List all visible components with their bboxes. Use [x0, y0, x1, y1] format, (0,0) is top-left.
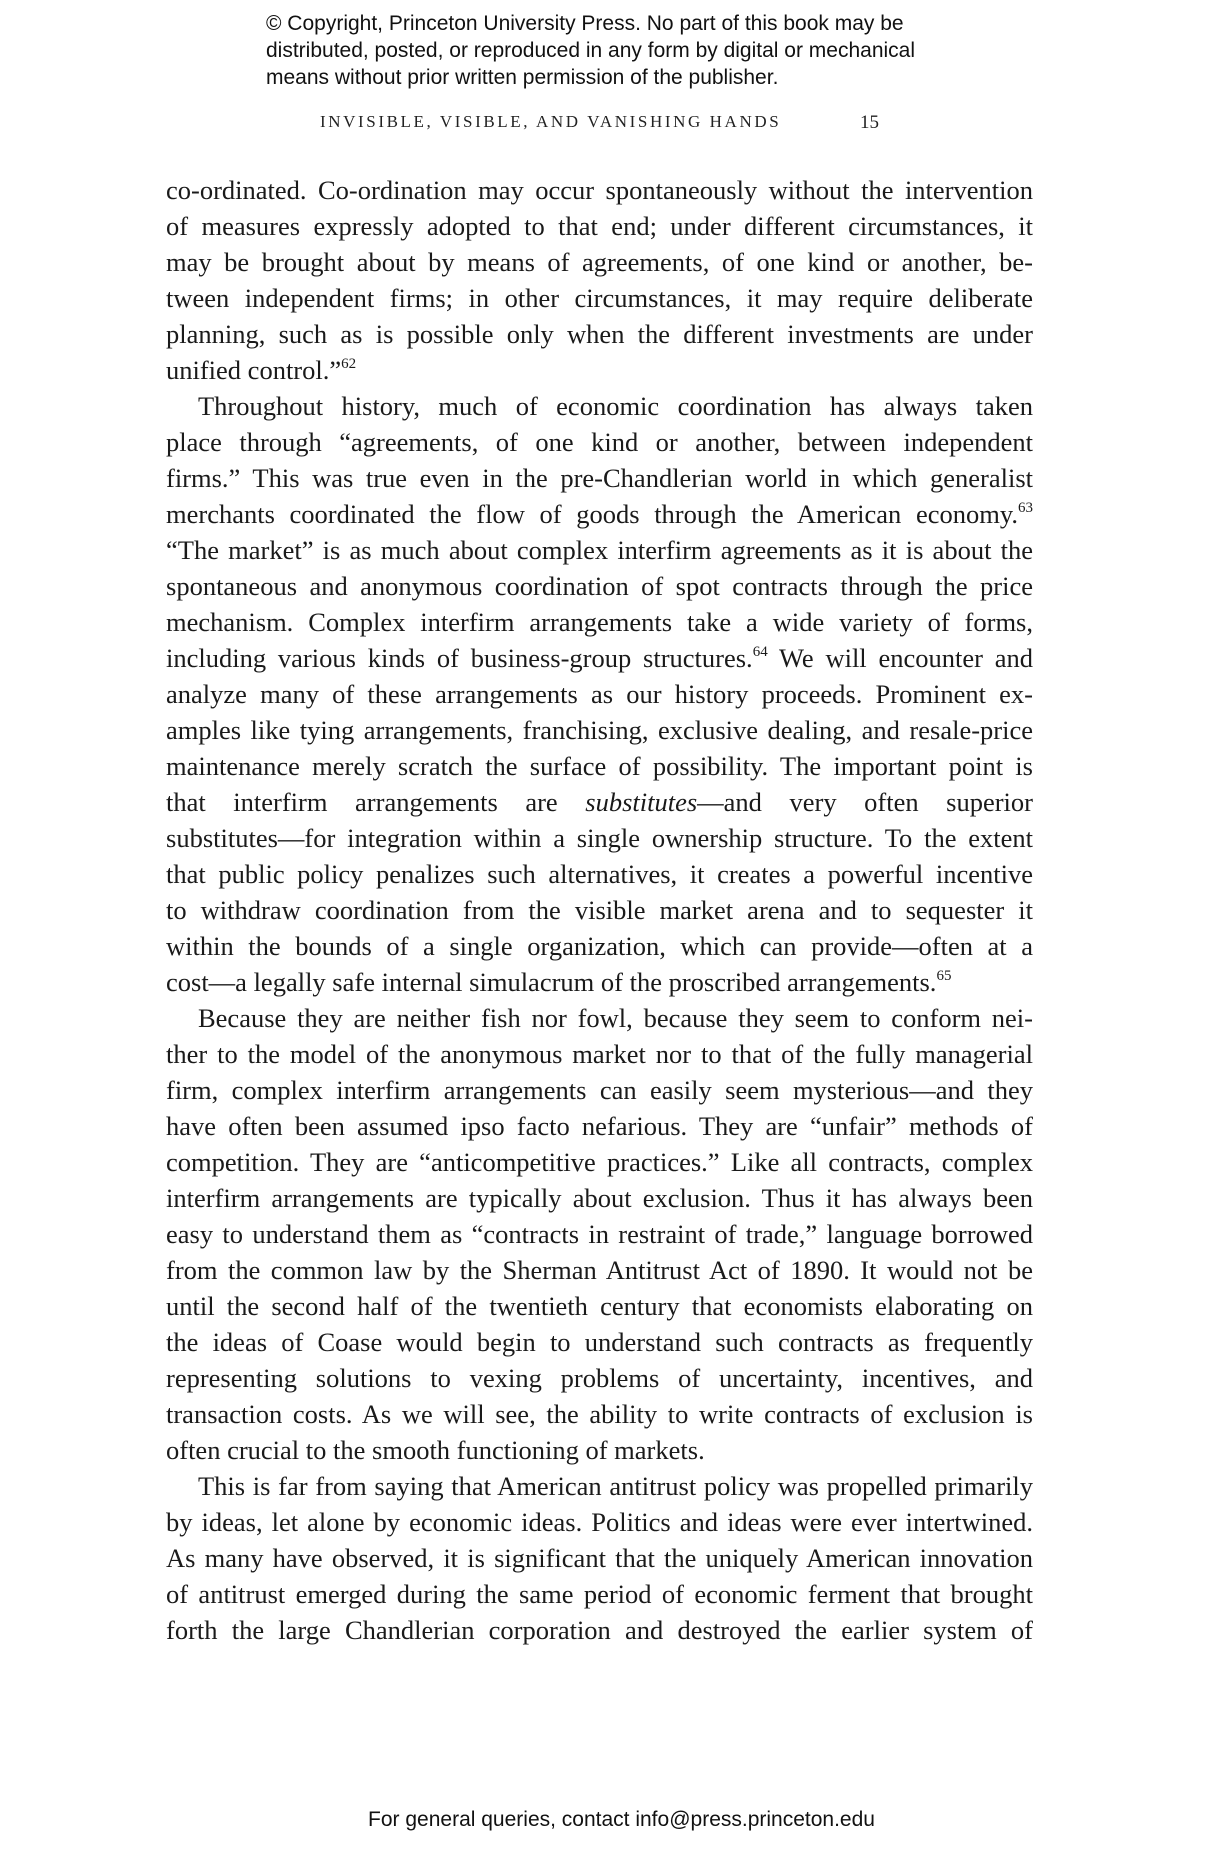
text-line: [166, 460, 1033, 496]
line-text: firms.” This was true even in the pre-Chandlerian world in which generalist: [166, 463, 1033, 493]
line-text: planning, such as is possible only when the different investments are under: [166, 319, 1033, 349]
line-text: place through “agreements, of one kind or another, between independent: [166, 427, 1033, 457]
text-line: [166, 1324, 1033, 1360]
line-text: mechanism. Complex interfirm arrangements take a wide variety of forms,: [166, 607, 1033, 637]
line-text: spontaneous and anonymous coordination of spot contracts through the price: [166, 571, 1033, 601]
text-line: [166, 1288, 1033, 1324]
text-line: [166, 424, 1033, 460]
text-line: [166, 280, 1033, 316]
line-text: interfirm arrangements are typically about exclusion. Thus it has always been: [166, 1183, 1033, 1213]
line-text: including various kinds of business-group structures.: [166, 643, 753, 673]
text-line: [166, 604, 1033, 640]
line-text: the ideas of Coase would begin to understand such contracts as frequently: [166, 1327, 1033, 1357]
line-text: of measures expressly adopted to that end; under different circumstances, it: [166, 211, 1033, 241]
line-text: Throughout history, much of economic coordination has always taken: [198, 391, 1033, 421]
text-line: [166, 676, 1033, 712]
line-text: until the second half of the twentieth century that economists elaborating on: [166, 1291, 1033, 1321]
text-line: [166, 1144, 1033, 1180]
copyright-line: © Copyright, Princeton University Press. No part of this book may be: [266, 12, 904, 35]
line-text: substitutes—for integration within a single ownership structure. To the extent: [166, 823, 1033, 853]
page-number: 15: [860, 112, 879, 133]
line-text: tween independent firms; in other circumstances, it may require deliberate: [166, 283, 1033, 313]
footnote-ref-62[interactable]: 62: [341, 356, 357, 372]
copyright-line: means without prior written permission of the publisher.: [266, 66, 779, 89]
line-text: co-ordinated. Co-ordination may occur spontaneously without the intervention: [166, 175, 1033, 205]
text-line: [166, 1360, 1033, 1396]
copyright-notice: [266, 10, 1026, 91]
text-line: [166, 172, 1033, 208]
text-line: [166, 748, 1033, 784]
line-text: representing solutions to vexing problems of uncertainty, incentives, and: [166, 1363, 1033, 1393]
line-text: Because they are neither fish nor fowl, because they seem to conform nei-: [198, 1003, 1033, 1033]
line-text: amples like tying arrangements, franchising, exclusive dealing, and resale-price: [166, 715, 1033, 745]
text-line: [166, 1000, 1033, 1036]
line-text: have often been assumed ipso facto nefarious. They are “unfair” methods of: [166, 1111, 1033, 1141]
text-line: [166, 568, 1033, 604]
text-line: [166, 1576, 1033, 1612]
text-line: [166, 1612, 1033, 1648]
line-text: We will encounter and: [767, 643, 1033, 673]
copyright-line: distributed, posted, or reproduced in any form by digital or mechanical: [266, 39, 916, 62]
text-line: [166, 244, 1033, 280]
text-line: [166, 928, 1033, 964]
text-line: [166, 208, 1033, 244]
running-head: [320, 112, 880, 132]
text-line: [166, 1036, 1033, 1072]
text-line: [166, 1396, 1033, 1432]
text-line: [166, 1504, 1033, 1540]
footnote-ref-64[interactable]: 64: [752, 644, 768, 660]
text-line: [166, 820, 1033, 856]
footnote-ref-65[interactable]: 65: [936, 968, 952, 984]
line-text: often crucial to the smooth functioning of markets.: [166, 1435, 705, 1465]
line-text: analyze many of these arrangements as our history proceeds. Prominent ex-: [166, 679, 1033, 709]
line-text: by ideas, let alone by economic ideas. Politics and ideas were ever intertwined.: [166, 1507, 1033, 1537]
text-line: [166, 388, 1033, 424]
line-text: forth the large Chandlerian corporation and destroyed the earlier system of: [166, 1615, 1033, 1645]
text-line: [166, 496, 1033, 532]
text-line: [166, 1072, 1033, 1108]
line-text: firm, complex interfirm arrangements can easily seem mysterious—and they: [166, 1075, 1033, 1105]
line-text: easy to understand them as “contracts in restraint of trade,” language borrowed: [166, 1219, 1033, 1249]
emphasis: substitutes: [585, 787, 698, 817]
line-text: within the bounds of a single organization, which can provide—often at a: [166, 931, 1033, 961]
line-text: This is far from saying that American antitrust policy was propelled primarily: [198, 1471, 1033, 1501]
line-text: maintenance merely scratch the surface of possibility. The important point is: [166, 751, 1033, 781]
line-text: of antitrust emerged during the same period of economic ferment that brought: [166, 1579, 1033, 1609]
line-text: As many have observed, it is significant that the uniquely American innovation: [166, 1543, 1033, 1573]
text-line: [166, 1468, 1033, 1504]
text-line: [166, 1180, 1033, 1216]
line-text: may be brought about by means of agreements, of one kind or another, be-: [166, 247, 1033, 277]
text-line: [166, 712, 1033, 748]
line-text: merchants coordinated the flow of goods through the American economy.: [166, 499, 1018, 529]
line-text: —and very often superior: [697, 787, 1033, 817]
text-line: [166, 856, 1033, 892]
text-line: [166, 1432, 1033, 1468]
text-line: [166, 964, 1033, 1000]
text-line: [166, 1108, 1033, 1144]
line-text: that interfirm arrangements are: [166, 787, 586, 817]
body-text: [166, 172, 1033, 1648]
line-text: ther to the model of the anonymous market nor to that of the fully managerial: [166, 1039, 1033, 1069]
line-text: from the common law by the Sherman Antitrust Act of 1890. It would not be: [166, 1255, 1033, 1285]
text-line: [166, 892, 1033, 928]
footnote-ref-63[interactable]: 63: [1018, 500, 1033, 516]
text-line: [166, 640, 1033, 676]
line-text: cost—a legally safe internal simulacrum of the proscribed arrangements.: [166, 967, 937, 997]
line-text: unified control.”: [166, 355, 342, 385]
line-text: transaction costs. As we will see, the ability to write contracts of exclusion is: [166, 1399, 1033, 1429]
footer-contact: For general queries, contact info@press.princeton.edu: [368, 1808, 875, 1831]
line-text: “The market” is as much about complex interfirm agreements as it is about the: [166, 535, 1033, 565]
text-line: [166, 532, 1033, 568]
text-line: [166, 1540, 1033, 1576]
text-line: [166, 1216, 1033, 1252]
text-line: [166, 784, 1033, 820]
running-head-title: INVISIBLE, VISIBLE, AND VANISHING HANDS: [320, 112, 782, 131]
line-text: competition. They are “anticompetitive practices.” Like all contracts, complex: [166, 1147, 1033, 1177]
text-line: [166, 1252, 1033, 1288]
line-text: to withdraw coordination from the visible market arena and to sequester it: [166, 895, 1033, 925]
line-text: that public policy penalizes such alternatives, it creates a powerful incentive: [166, 859, 1033, 889]
text-line: [166, 352, 1033, 388]
text-line: [166, 316, 1033, 352]
